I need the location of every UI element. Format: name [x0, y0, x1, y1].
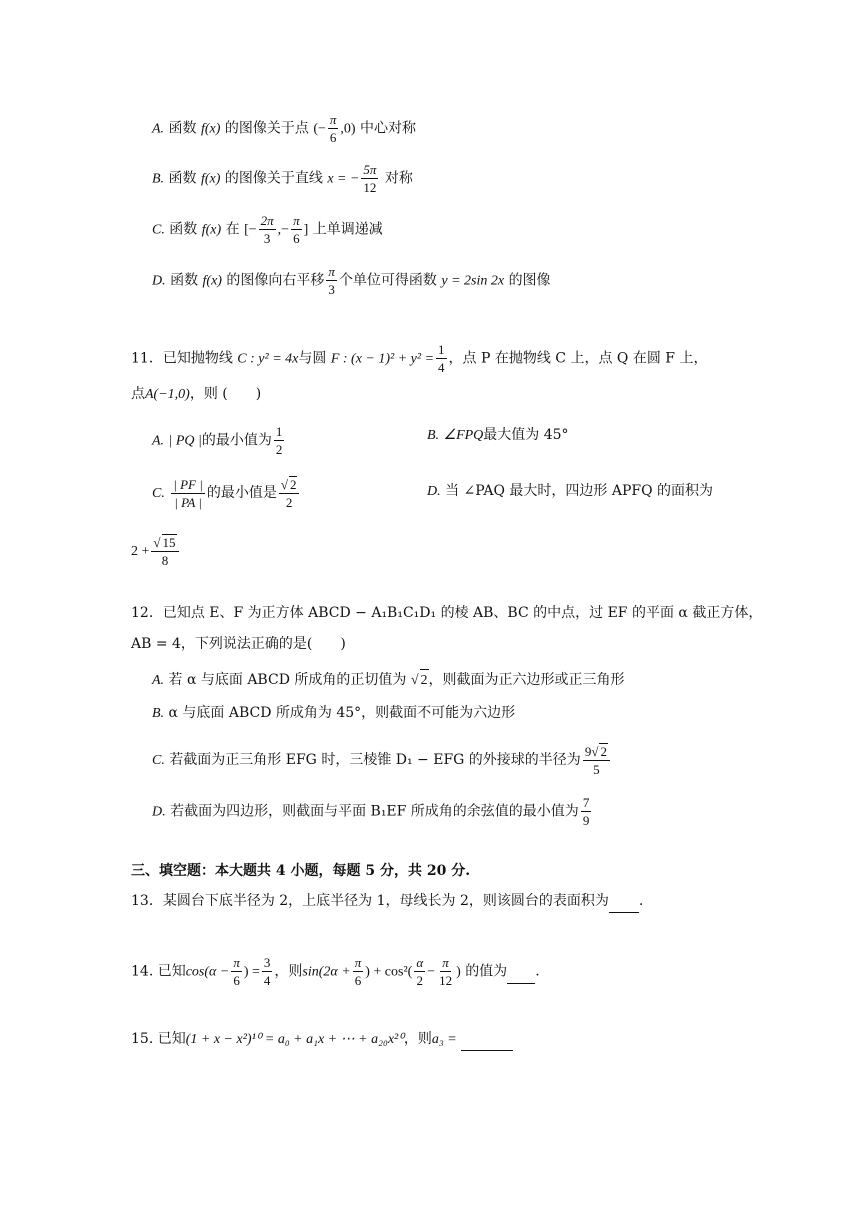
question-text: 点	[131, 386, 145, 402]
option-text: 函数	[169, 221, 198, 238]
numerator: π	[328, 264, 335, 279]
option-label: B.	[427, 428, 440, 443]
math-expr: C : y² = 4x	[237, 351, 299, 367]
fraction	[231, 955, 242, 988]
fraction: $\frac{9√ 2}{5}$	[583, 743, 610, 777]
fraction	[361, 162, 378, 195]
option-text: 的图像向右平移	[226, 272, 325, 289]
math-expr: f(x)	[200, 171, 221, 187]
math-expr: f(x)	[200, 121, 221, 137]
option-text: 若截面为四边形，则截面与平面 B₁EF 所成角的余弦值的最小值为	[170, 803, 579, 820]
option-label: D.	[152, 273, 166, 289]
q10-option-d	[152, 264, 551, 297]
math-expr: ) =	[243, 964, 260, 980]
option-text: 中心对称	[360, 120, 417, 137]
math-expr: ,0)	[340, 121, 356, 137]
option-label: B.	[152, 706, 165, 721]
numerator: 3	[263, 955, 271, 970]
math-expr: (−	[313, 121, 326, 137]
numerator: π	[329, 112, 337, 127]
option-label: A.	[152, 121, 165, 137]
math-expr: [−	[244, 222, 257, 238]
option-text: 函数	[168, 120, 197, 137]
numerator: 1	[438, 342, 445, 357]
numerator: 7	[582, 795, 590, 810]
numerator: π	[354, 955, 362, 970]
question-number: 14.	[131, 963, 154, 980]
math-expr: ]	[303, 222, 309, 238]
option-text: 个单位可得函数	[338, 272, 437, 289]
q10-option-b	[152, 162, 413, 195]
question-text: .	[535, 963, 540, 980]
option-label: C.	[152, 486, 165, 501]
math-expr: )	[456, 964, 461, 980]
option-label: D.	[427, 484, 441, 499]
math-expr: x = −	[327, 171, 360, 187]
fraction	[328, 112, 339, 145]
denominator: 6	[354, 973, 362, 988]
option-label: A.	[152, 433, 165, 449]
numerator: 1	[275, 424, 283, 439]
option-text: 函数	[168, 170, 197, 187]
option-label: B.	[152, 171, 165, 187]
q10-option-c	[152, 213, 383, 246]
radicand: 2	[289, 477, 297, 492]
question-text: 与圆	[298, 350, 327, 367]
denominator: 2	[285, 495, 293, 510]
denominator: | PA |	[174, 494, 202, 510]
q12-option-d	[152, 795, 593, 828]
denominator: 3	[263, 231, 271, 246]
option-text: 函数	[170, 272, 199, 289]
fraction	[437, 955, 454, 988]
q12-option-c	[152, 743, 612, 777]
fraction	[353, 955, 364, 988]
option-text: 的图像	[508, 272, 551, 289]
option-text: α 与底面 ABCD 所成角为 45°，则截面不可能为六边形	[168, 705, 516, 721]
math-expr: (1 + x − x²)¹⁰ = a₀ + a₁x + ⋯ + a₂₀x²⁰	[185, 1032, 404, 1047]
denominator: 8	[161, 553, 169, 568]
q14	[131, 955, 540, 988]
math-expr: A(−1,0)	[145, 387, 190, 402]
math-expr: a₃ =	[431, 1032, 457, 1047]
numerator: 5π	[363, 162, 377, 177]
question-text: 已知抛物线	[162, 350, 233, 367]
denominator: 6	[329, 130, 337, 145]
q12-stem-line2	[131, 633, 346, 655]
fraction	[291, 213, 302, 246]
q15	[131, 1028, 513, 1051]
radicand: 2	[600, 744, 607, 759]
answer-blank	[609, 890, 639, 913]
option-text: 在	[225, 221, 240, 238]
option-text: 对称	[384, 170, 413, 187]
denominator: 6	[293, 231, 300, 246]
math-expr: ,−	[277, 222, 290, 238]
math-expr: ) + cos²(	[365, 964, 413, 980]
math-expr: 2 +	[131, 544, 150, 559]
math-expr: f(x)	[201, 222, 222, 238]
numerator: π	[442, 955, 449, 970]
fraction	[262, 955, 273, 988]
math-expr: | PQ |	[168, 433, 202, 449]
denominator: 12	[363, 180, 377, 195]
denominator: 5	[593, 762, 600, 777]
denominator: 9	[582, 813, 590, 828]
q12-stem-line1	[131, 602, 762, 624]
fraction: $\frac{√ 2}{2}$	[279, 476, 300, 510]
option-text: 若截面为正三角形 EFG 时，三棱锥 D₁ − EFG 的外接球的半径为	[169, 752, 581, 768]
math-expr: −	[427, 964, 436, 980]
option-text: 的图像关于直线	[224, 170, 323, 187]
option-text: 若 α 与底面 ABCD 所成角的正切值为	[168, 672, 407, 688]
question-text: 的值为	[465, 963, 508, 980]
question-number: 12．	[131, 605, 163, 621]
q11-option-a	[152, 424, 286, 457]
fraction	[259, 213, 276, 246]
question-text: 已知	[157, 963, 186, 980]
denominator: 12	[439, 973, 453, 988]
math-expr: sin(2α +	[302, 964, 351, 980]
radicand: 2	[420, 669, 429, 692]
section-title: 三、填空题：本大题共 4 小题，每题 5 分，共 20 分.	[131, 863, 471, 879]
question-text: ，点 P 在抛物线 C 上，点 Q 在圆 F 上，	[448, 350, 708, 367]
denominator: 4	[438, 360, 445, 375]
q11-stem-line2	[131, 383, 261, 406]
q11-option-b	[427, 424, 569, 447]
fraction	[436, 342, 447, 375]
question-text: ，则	[403, 1031, 432, 1047]
question-number: 11．	[131, 350, 163, 367]
fraction	[274, 424, 285, 457]
fraction	[581, 795, 592, 828]
denominator: 4	[263, 973, 271, 988]
fraction	[326, 264, 337, 297]
question-text: 已知	[157, 1031, 186, 1047]
q11-option-d	[427, 480, 713, 503]
numerator: 2π	[260, 213, 274, 228]
option-text: 当 ∠PAQ 最大时，四边形 APFQ 的面积为	[445, 483, 714, 499]
fraction	[171, 477, 205, 510]
q11-option-d-continued	[131, 534, 181, 568]
fraction	[414, 955, 425, 988]
denominator: 2	[416, 973, 423, 988]
question-text: AB = 4，下列说法正确的是( )	[131, 636, 346, 652]
math-expr: cos(α −	[185, 964, 230, 980]
question-number: 13．	[131, 893, 163, 909]
fraction: $\frac{√ 15}{8}$	[151, 534, 178, 568]
math-expr: f(x)	[202, 273, 222, 289]
answer-blank	[507, 961, 535, 984]
question-text: ，则 ( )	[189, 386, 262, 402]
question-number: 15.	[131, 1031, 154, 1047]
numerator: | PF |	[173, 476, 203, 492]
option-text: 的图像关于点	[224, 120, 309, 137]
numerator: π	[233, 955, 240, 970]
option-text: 上单调递减	[312, 221, 383, 238]
question-text: .	[638, 893, 644, 909]
q10-option-a	[152, 112, 416, 145]
option-text: ，则截面为正六边形或正三角形	[428, 672, 625, 688]
math-expr: ∠FPQ	[443, 428, 484, 443]
q12-option-a: A. 若 α 与底面 ABCD 所成角的正切值为 √ 2，则截面为正六边形或正三角形	[152, 669, 625, 692]
q12-option-b	[152, 702, 515, 725]
question-text: 已知点 E、F 为正方体 ABCD − A₁B₁C₁D₁ 的棱 AB、BC 的中点，过 EF 的平面 α 截正方体，	[162, 605, 763, 621]
option-label: C.	[152, 753, 165, 768]
option-label: A.	[152, 673, 165, 688]
math-expr: y = 2sin 2x	[441, 273, 505, 289]
q11-option-c	[152, 476, 301, 510]
radicand: 15	[162, 535, 176, 550]
option-label: D.	[152, 804, 166, 820]
question-text: 某圆台下底半径为 2，上底半径为 1，母线长为 2，则该圆台的表面积为	[162, 893, 609, 909]
q13	[131, 890, 643, 913]
question-text: ，则	[274, 963, 303, 980]
math-expr: F : (x − 1)² + y² =	[330, 351, 435, 367]
option-text: 的最小值为	[201, 432, 272, 449]
numerator: 9	[584, 744, 592, 759]
option-label: C.	[152, 222, 165, 238]
numerator: α	[416, 955, 424, 970]
option-text: 的最小值是	[206, 485, 277, 501]
option-text: 最大值为 45°	[483, 427, 569, 443]
q11-stem-line1	[131, 342, 707, 375]
denominator: 2	[275, 442, 283, 457]
numerator: π	[293, 213, 300, 228]
denominator: 3	[328, 282, 335, 297]
answer-blank	[461, 1028, 513, 1051]
denominator: 6	[233, 973, 240, 988]
